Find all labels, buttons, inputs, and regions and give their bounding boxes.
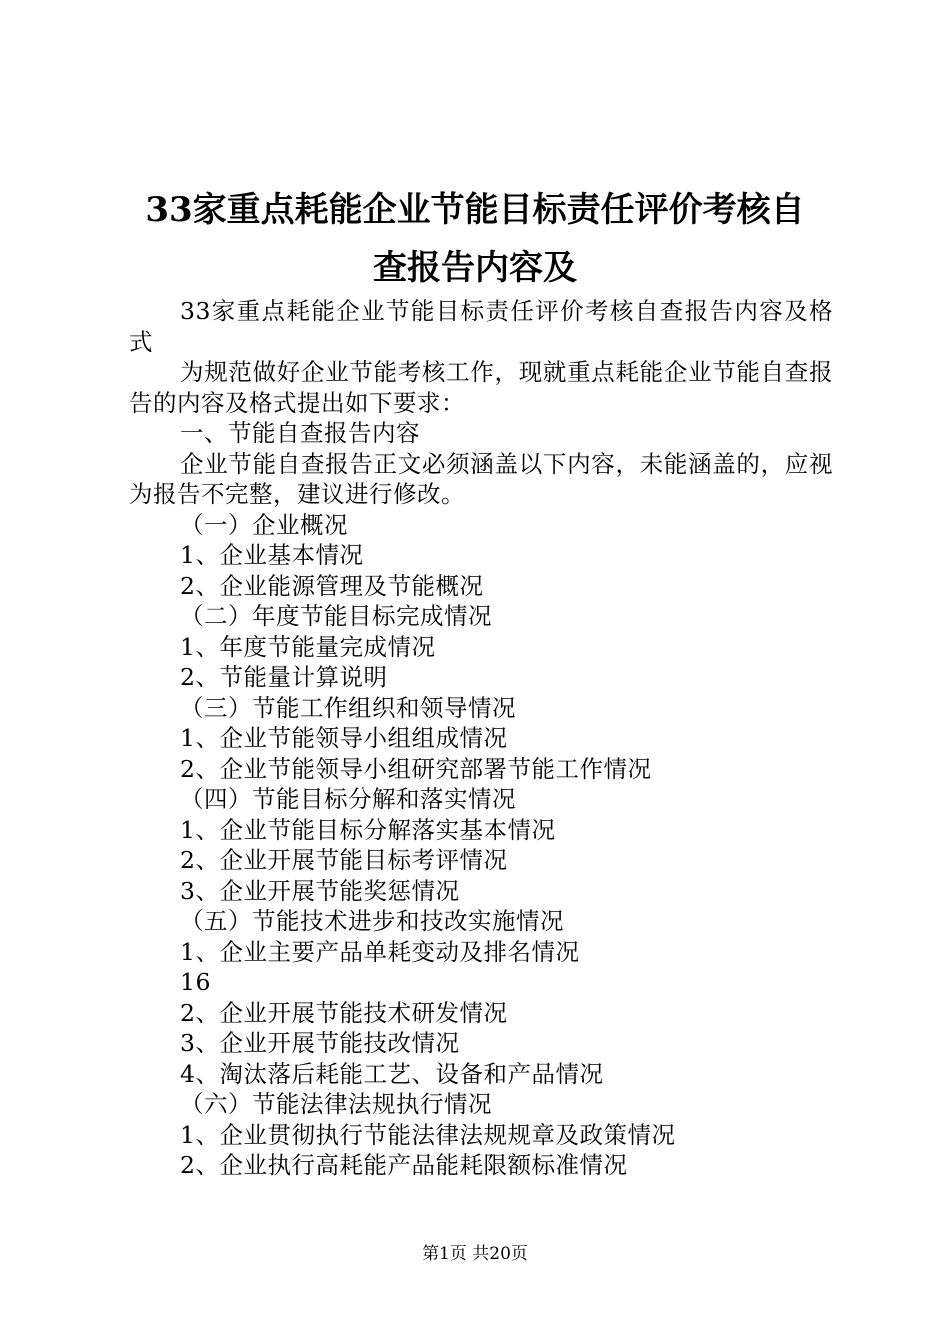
list-item: （六）节能法律法规执行情况	[180, 1090, 492, 1118]
list-item: 2、企业能源管理及节能概况	[180, 571, 484, 600]
list-item: 3、企业开展节能技改情况	[180, 1029, 460, 1057]
list-item: 1、企业主要产品单耗变动及排名情况	[180, 937, 580, 966]
list-item: 2、企业开展节能技术研发情况	[180, 998, 508, 1027]
list-item: 16	[180, 968, 211, 996]
list-item: 2、企业开展节能目标考评情况	[180, 846, 508, 874]
list-item: 2、企业节能领导小组研究部署节能工作情况	[180, 754, 652, 783]
list-item: （二）年度节能目标完成情况	[180, 602, 492, 630]
section-heading: 一、节能自查报告内容	[180, 419, 420, 447]
paragraph-intro-purpose: 为规范做好企业节能考核工作，现就重点耗能企业节能自查报告的内容及格式提出如下要求：	[129, 358, 833, 417]
page-footer: 第1页 共20页	[422, 1244, 528, 1264]
list-item: （一）企业概况	[180, 510, 348, 539]
paragraph-section-intro: 企业节能自查报告正文必须涵盖以下内容，未能涵盖的，应视为报告不完整，建议进行修改。	[129, 449, 833, 508]
list-item: （四）节能目标分解和落实情况	[180, 785, 516, 813]
list-item: 1、年度节能量完成情况	[180, 632, 436, 661]
list-item: （五）节能技术进步和技改实施情况	[180, 907, 564, 935]
list-item: 2、节能量计算说明	[180, 663, 388, 691]
list-item: （三）节能工作组织和领导情况	[180, 693, 516, 722]
list-item: 1、企业贯彻执行节能法律法规规章及政策情况	[180, 1120, 676, 1149]
list-item: 3、企业开展节能奖惩情况	[180, 876, 460, 905]
list-item: 2、企业执行高耗能产品能耗限额标准情况	[180, 1151, 628, 1179]
list-item: 1、企业基本情况	[180, 541, 364, 569]
list-item: 1、企业节能领导小组组成情况	[180, 724, 508, 752]
document-title-line-1: 33家重点耗能企业节能目标责任评价考核自	[145, 190, 805, 230]
paragraph-intro-title: 33家重点耗能企业节能目标责任评价考核自查报告内容及格式	[129, 297, 833, 356]
document-body	[129, 296, 833, 1181]
document-title-line-2: 查报告内容及	[373, 248, 577, 288]
list-item: 4、淘汰落后耗能工艺、设备和产品情况	[180, 1059, 604, 1088]
list-item: 1、企业节能目标分解落实基本情况	[180, 815, 556, 844]
